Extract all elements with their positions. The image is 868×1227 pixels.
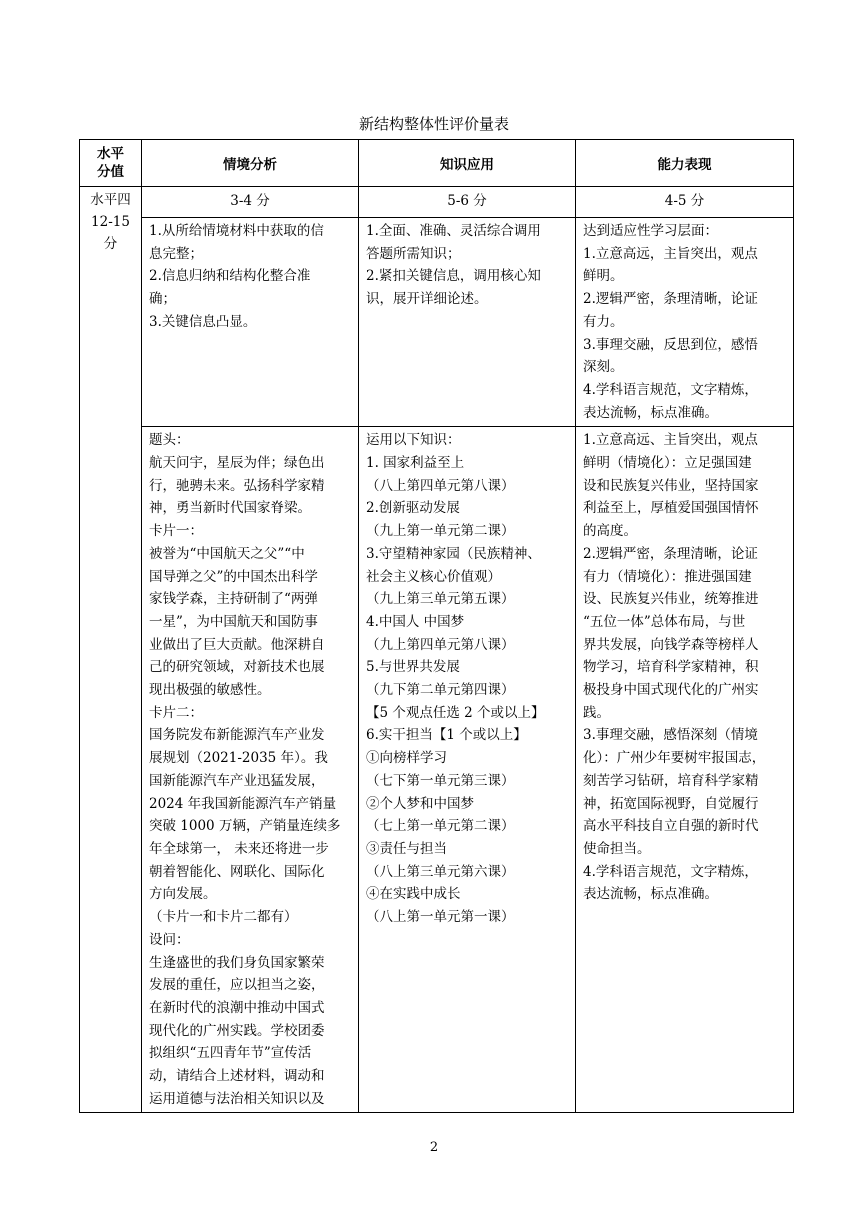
level-label-line: 水平四 bbox=[90, 192, 131, 208]
cell-text-line: 利益至上，厚植爱国强国情怀 bbox=[583, 500, 759, 517]
example-situation-cell bbox=[142, 427, 359, 1113]
cell-text-line: （九上第四单元第八课） bbox=[366, 636, 515, 653]
cell-text-line: 2.创新驱动发展 bbox=[366, 500, 460, 517]
cell-text-line: 有力（情境化）：推进强国建 bbox=[583, 568, 752, 585]
cell-text-line: 国导弹之父”的中国杰出科学 bbox=[149, 568, 318, 585]
header-level-line: 水平 bbox=[97, 146, 124, 162]
cell-text-line: 息完整； bbox=[149, 245, 203, 262]
cell-text-line: 物学习，培育科学家精神，积 bbox=[583, 659, 759, 676]
cell-text-line: 2.逻辑严密，条理清晰，论证 bbox=[583, 545, 758, 562]
criteria-ability-cell bbox=[576, 218, 794, 427]
cell-text-line: 达到适应性学习层面： bbox=[583, 223, 718, 239]
cell-text-line: 鲜明（情境化）：立足强国建 bbox=[583, 455, 752, 472]
cell-text-line: 确； bbox=[149, 291, 176, 308]
cell-text-line: 设、民族复兴伟业，统筹推进 bbox=[583, 591, 759, 608]
cell-text-line: （九上第一单元第二课） bbox=[366, 523, 515, 540]
cell-text-line: 有力。 bbox=[583, 313, 624, 330]
score-ability: 4-5 分 bbox=[576, 187, 794, 218]
cell-text-line: ①向榜样学习 bbox=[366, 750, 447, 767]
cell-text-line: 突破 1000 万辆，产销量连续多 bbox=[149, 818, 341, 835]
criteria-situation-cell bbox=[142, 218, 359, 427]
cell-text-line: 生逢盛世的我们身负国家繁荣 bbox=[149, 954, 325, 971]
cell-text-line: 界共发展，向钱学森等榜样人 bbox=[583, 636, 759, 653]
cell-text-line: 1.立意高远、主旨突出，观点 bbox=[583, 432, 758, 449]
cell-text-line: 3.事理交融，感悟深刻（情境 bbox=[583, 727, 758, 744]
cell-text-line: 家钱学森，主持研制了“两弹 bbox=[149, 591, 318, 608]
cell-text-line: 年全球第一， 未来还将进一步 bbox=[149, 840, 329, 857]
cell-text-line: （九上第三单元第五课） bbox=[366, 591, 515, 608]
example-ability-cell bbox=[576, 427, 794, 1113]
cell-text-line: 使命担当。 bbox=[583, 840, 651, 857]
cell-text-line: 题头： bbox=[149, 432, 190, 449]
cell-text-line: 运用道德与法治相关知识以及 bbox=[149, 1090, 325, 1107]
criteria-knowledge-cell bbox=[359, 218, 576, 427]
cell-text-line: 3.关键信息凸显。 bbox=[149, 313, 257, 330]
cell-text-line: （七下第一单元第三课） bbox=[366, 772, 515, 789]
cell-text-line: 表达流畅，标点准确。 bbox=[583, 886, 718, 903]
score-knowledge: 5-6 分 bbox=[359, 187, 576, 218]
cell-text-line: 己的研究领域，对新技术也展 bbox=[149, 659, 325, 676]
cell-text-line: 在新时代的浪潮中推动中国式 bbox=[149, 999, 325, 1016]
cell-text-line: “五位一体”总体布局，与世 bbox=[583, 613, 746, 630]
cell-text-line: 高水平科技自立自强的新时代 bbox=[583, 818, 759, 835]
cell-text-line: （七上第一单元第二课） bbox=[366, 818, 515, 835]
cell-text-line: 展规划（2021-2035 年）。我 bbox=[149, 750, 328, 767]
page-number: 2 bbox=[429, 1140, 439, 1155]
cell-text-line: 神，勇当新时代国家脊梁。 bbox=[149, 500, 311, 517]
cell-text-line: ③责任与担当 bbox=[366, 840, 447, 857]
cell-text-line: 国新能源汽车产业迅猛发展， bbox=[149, 772, 325, 789]
cell-text-line: 卡片一： bbox=[149, 523, 203, 540]
cell-text-line: 现代化的广州实践。学校团委 bbox=[149, 1022, 325, 1039]
cell-text-line: （八上第一单元第一课） bbox=[366, 909, 515, 926]
cell-text-line: 1. 国家利益至上 bbox=[366, 455, 465, 472]
header-row bbox=[80, 140, 794, 187]
cell-text-line: 深刻。 bbox=[583, 359, 624, 376]
cell-text-line: 朝着智能化、网联化、国际化 bbox=[149, 863, 325, 880]
cell-text-line: 刻苦学习钻研，培育科学家精 bbox=[583, 772, 759, 789]
cell-text-line: 国务院发布新能源汽车产业发 bbox=[149, 727, 325, 744]
cell-text-line: 4.学科语言规范，文字精炼， bbox=[583, 863, 758, 880]
cell-text-line: 的高度。 bbox=[583, 523, 637, 540]
cell-text-line: 2.紧扣关键信息，调用核心知 bbox=[366, 268, 541, 285]
cell-text-line: 神，拓宽国际视野，自觉履行 bbox=[583, 795, 759, 812]
cell-text-line: 卡片二： bbox=[149, 704, 203, 721]
cell-text-line: 2.信息归纳和结构化整合准 bbox=[149, 268, 311, 285]
header-knowledge: 知识应用 bbox=[359, 140, 576, 187]
cell-text-line: 2.逻辑严密，条理清晰，论证 bbox=[583, 291, 758, 308]
header-situation: 情境分析 bbox=[142, 140, 359, 187]
level-cell bbox=[80, 187, 142, 1113]
page-title: 新结构整体性评价量表 bbox=[358, 115, 509, 133]
cell-text-line: 3.守望精神家园（民族精神、 bbox=[366, 545, 541, 562]
cell-text-line: 1.从所给情境材料中获取的信 bbox=[149, 223, 324, 239]
cell-text-line: 业做出了巨大贡献。他深耕自 bbox=[149, 636, 325, 653]
cell-text-line: 动，请结合上述材料，调动和 bbox=[149, 1068, 325, 1085]
cell-text-line: 识，展开详细论述。 bbox=[366, 291, 488, 308]
cell-text-line: 3.事理交融，反思到位，感悟 bbox=[583, 336, 758, 353]
header-level-text bbox=[84, 145, 137, 181]
evaluation-rubric-table bbox=[79, 139, 794, 1113]
cell-text-line: 方向发展。 bbox=[149, 886, 217, 903]
cell-text-line: 被誉为“中国航天之父”“中 bbox=[149, 545, 305, 562]
cell-text-line: 极投身中国式现代化的广州实 bbox=[583, 682, 759, 699]
cell-text-line: 表达流畅，标点准确。 bbox=[583, 404, 718, 421]
cell-text-line: 行，驰骋未来。弘扬科学家精 bbox=[149, 477, 325, 494]
cell-text-line: 现出极强的敏感性。 bbox=[149, 682, 271, 699]
cell-text-line: 设问： bbox=[149, 931, 190, 948]
cell-text-line: 答题所需知识； bbox=[366, 245, 461, 262]
score-row bbox=[80, 187, 794, 218]
cell-text-line: 4.中国人 中国梦 bbox=[366, 613, 465, 630]
cell-text-line: （八上第三单元第六课） bbox=[366, 863, 515, 880]
cell-text-line: ④在实践中成长 bbox=[366, 886, 461, 903]
cell-text-line: 运用以下知识： bbox=[366, 432, 461, 449]
cell-text-line: 发展的重任，应以担当之姿， bbox=[149, 977, 325, 994]
score-situation: 3-4 分 bbox=[142, 187, 359, 218]
cell-text-line: 化）：广州少年要树牢报国志， bbox=[583, 750, 766, 767]
header-ability: 能力表现 bbox=[576, 140, 794, 187]
example-knowledge-cell bbox=[359, 427, 576, 1113]
header-level-score bbox=[80, 140, 142, 187]
cell-text-line: 社会主义核心价值观） bbox=[366, 568, 501, 585]
cell-text-line: ②个人梦和中国梦 bbox=[366, 795, 474, 812]
cell-text-line: 【5 个观点任选 2 个或以上】 bbox=[366, 704, 545, 721]
level-label-line: 12-15 bbox=[91, 214, 130, 230]
cell-text-line: 一星”，为中国航天和国防事 bbox=[149, 613, 318, 630]
criteria-row bbox=[80, 218, 794, 427]
cell-text-line: 拟组织“五四青年节”宣传活 bbox=[149, 1045, 312, 1062]
cell-text-line: 4.学科语言规范，文字精炼， bbox=[583, 381, 758, 398]
cell-text-line: 1.全面、准确、灵活综合调用 bbox=[366, 223, 541, 239]
cell-text-line: （卡片一和卡片二都有） bbox=[149, 909, 298, 926]
cell-text-line: 5.与世界共发展 bbox=[366, 659, 460, 676]
cell-text-line: （九下第二单元第四课） bbox=[366, 682, 515, 699]
cell-text-line: 2024 年我国新能源汽车产销量 bbox=[149, 795, 337, 812]
cell-text-line: 践。 bbox=[583, 704, 610, 721]
cell-text-line: 6.实干担当【1 个或以上】 bbox=[366, 727, 527, 744]
cell-text-line: 航天问宇，星辰为伴；绿色出 bbox=[149, 455, 325, 472]
cell-text-line: 设和民族复兴伟业，坚持国家 bbox=[583, 477, 759, 494]
level-label-line: 分 bbox=[103, 236, 118, 252]
header-level-line: 分值 bbox=[97, 164, 124, 180]
cell-text-line: 1.立意高远，主旨突出，观点 bbox=[583, 245, 758, 262]
cell-text-line: （八上第四单元第八课） bbox=[366, 477, 515, 494]
cell-text-line: 鲜明。 bbox=[583, 268, 624, 285]
example-row bbox=[80, 427, 794, 1113]
